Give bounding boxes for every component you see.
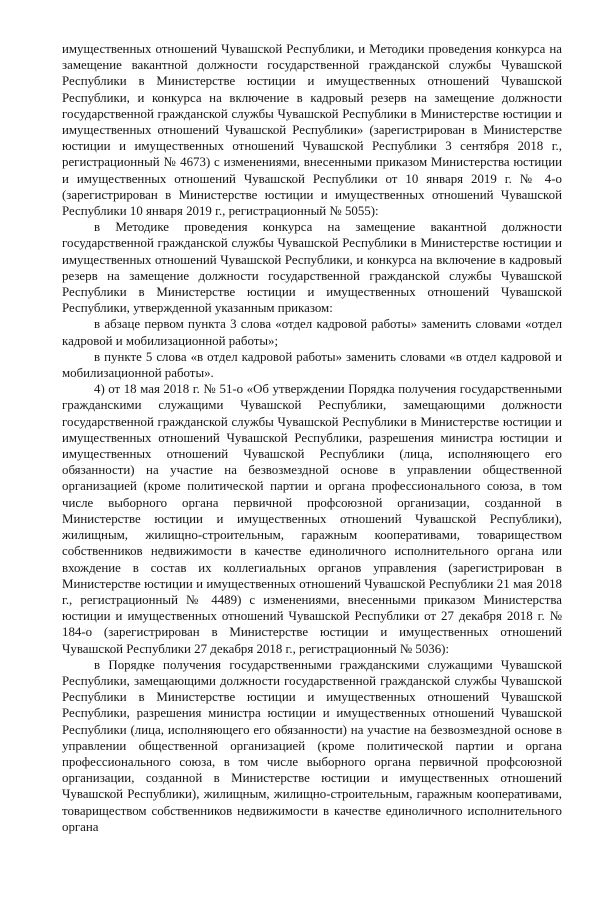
- document-page: [62, 41, 562, 835]
- paragraph-continuation: имущественных отношений Чувашской Республики, и Методики проведения конкурса на замещение вакантной должности государственной гражданской службы Чувашской Республики в Министерстве юстиции и имущественных отношений Чувашской Республики, и конкурса на включение в кадровый резерв на замещение должности государственной гражданской службы Чувашской Республики в Министерстве юстиции и имущественных отношений Чувашской Республики» (зарегистрирован в Министерстве юстиции и имущественных отношений Чувашской Республики 3 сентября 2018 г., регистрационный № 4673) с изменениями, внесенными приказом Министерства юстиции и имущественных отношений Чувашской Республики от 10 января 2019 г. № 4-о (зарегистрирован в Министерстве юстиции и имущественных отношений Чувашской Республики 10 января 2019 г., регистрационный № 5055):: [62, 42, 562, 219]
- paragraph-item-3: в абзаце первом пункта 3 слова «отдел кадровой работы» заменить словами «отдел кадровой и мобилизационной работы»;: [62, 317, 562, 348]
- paragraph-order-4: 4) от 18 мая 2018 г. № 51-о «Об утверждении Порядка получения государственными гражданскими служащими Чувашской Республики, замещающими должности государственной гражданской службы Чувашской Республики в Министерстве юстиции и имущественных отношений Чувашской Республики, разрешения министра юстиции и имущественных отношений Чувашской Республики (лица, исполняющего его обязанности) на участие на безвозмездной основе в управлении общественной организацией (кроме политической партии и органа профессионального союза, в том числе выборного органа первичной профсоюзной организации, созданной в Министерстве юстиции и имущественных отношений Чувашской Республики), жилищным, жилищно-строительным, гаражным кооперативами, товариществом собственников недвижимости в качестве единоличного исполнительного органа или вхождение в состав их коллегиальных органов управления (зарегистрирован в Министерстве юстиции и имущественных отношений Чувашской Республики 21 мая 2018 г., регистрационный № 4489) с изменениями, внесенными приказом Министерства юстиции и имущественных отношений Чувашской Республики от 27 декабря 2018 г. № 184-о (зарегистрирован в Министерстве юстиции и имущественных отношений Чувашской Республики 27 декабря 2018 г., регистрационный № 5036):: [62, 382, 562, 656]
- paragraph-procedure: в Порядке получения государственными гражданскими служащими Чувашской Республики, замещающими должности государственной гражданской службы Чувашской Республики в Министерстве юстиции и имущественных отношений Чувашской Республики, разрешения министра юстиции и имущественных отношений Чувашской Республики (лица, исполняющего его обязанности) на участие на безвозмездной основе в управлении общественной организацией (кроме политической партии и органа профессионального союза, в том числе выборного органа первичной профсоюзной организации, созданной в Министерстве юстиции и имущественных отношений Чувашской Республики), жилищным, жилищно-строительным, гаражным кооперативами, товариществом собственников недвижимости в качестве единоличного исполнительного органа: [62, 657, 562, 834]
- paragraph-item-5: в пункте 5 слова «в отдел кадровой работы» заменить словами «в отдел кадровой и мобилизационной работы».: [62, 349, 562, 381]
- paragraph-methodology: в Методике проведения конкурса на замещение вакантной должности государственной гражданской службы Чувашской Республики в Министерстве юстиции и имущественных отношений Чувашской Республики, и конкурса на включение в кадровый резерв на замещение должности государственной гражданской службы Чувашской Республики в Министерстве юстиции и имущественных отношений Чувашской Республики, утвержденной указанным приказом:: [62, 220, 562, 316]
